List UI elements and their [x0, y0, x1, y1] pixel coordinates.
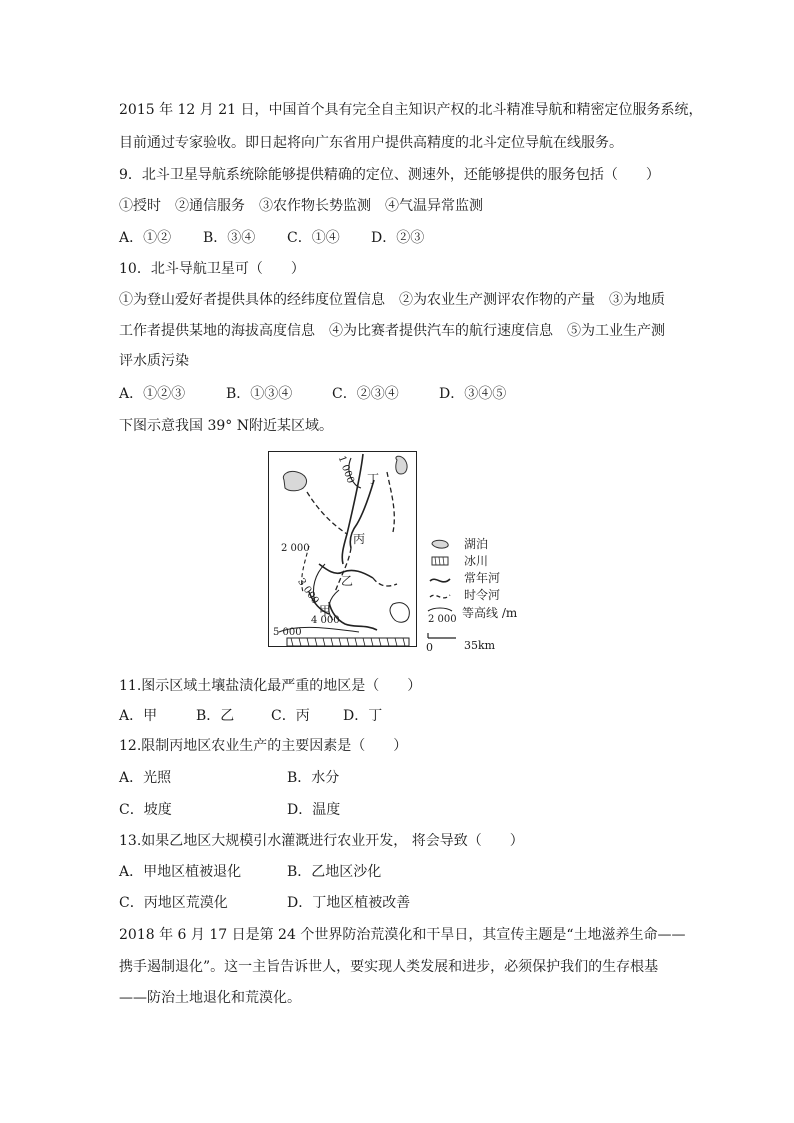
- question-11-option-a[interactable]: A．甲: [119, 708, 158, 724]
- question-13-option-b[interactable]: B．乙地区沙化: [287, 864, 382, 880]
- question-9-items: ①授时 ②通信服务 ③农作物长势监测 ④气温异常监测: [119, 198, 483, 214]
- lake-east: [396, 456, 407, 474]
- question-10-stem: 10．北斗导航卫星可（ ）: [119, 261, 305, 277]
- scale-km: 35km: [464, 639, 496, 652]
- question-10-items-2: 工作者提供某地的海拔高度信息 ④为比赛者提供汽车的航行速度信息 ⑤为工业生产测: [119, 323, 665, 339]
- question-10-items-3: 评水质污染: [119, 353, 189, 369]
- glacier-hatch: [291, 638, 405, 646]
- question-10-option-b[interactable]: B．①③④: [226, 386, 293, 402]
- legend-river: 常年河: [464, 571, 501, 585]
- label-bing: 丙: [353, 532, 366, 546]
- question-12-option-c[interactable]: C．坡度: [119, 802, 172, 818]
- intro-line-1: 2015 年 12 月 21 日，中国首个具有完全自主知识产权的北斗精准导航和精密定位服务系统，: [119, 102, 703, 118]
- question-9-stem: 9．北斗卫星导航系统除能够提供精确的定位、测速外，还能够提供的服务包括（ ）: [119, 167, 660, 183]
- outro-line-1: 2018 年 6 月 17 日是第 24 个世界防治荒漠化和干旱日，其宣传主题是“土地滋养生命——: [119, 927, 686, 943]
- label-ding: 丁: [367, 472, 380, 486]
- question-11-option-b[interactable]: B．乙: [196, 708, 235, 724]
- lake-west: [283, 471, 306, 490]
- question-10-option-a[interactable]: A．①②③: [119, 386, 186, 402]
- question-12-option-b[interactable]: B．水分: [287, 770, 340, 786]
- legend-seasonal-icon: [430, 595, 450, 598]
- legend-contour-sample: 2 000: [428, 614, 457, 625]
- map-legend: [426, 535, 518, 654]
- contour-label-2000: 2 000: [281, 543, 310, 554]
- question-10-option-c[interactable]: C．②③④: [332, 386, 399, 402]
- legend-symbols: [426, 535, 456, 647]
- question-10-items-1: ①为登山爱好者提供具体的经纬度位置信息 ②为农业生产测评农作物的产量 ③为地质: [119, 292, 665, 308]
- contour-label-3000: 3 000: [295, 576, 321, 607]
- question-12-option-a[interactable]: A．光照: [119, 770, 172, 786]
- question-13-stem: 13.如果乙地区大规模引水灌溉进行农业开发， 将会导致（ ）: [119, 833, 524, 849]
- scale-zero: 0: [426, 641, 433, 654]
- intro-line-2: 目前通过专家验收。即日起将向广东省用户提供高精度的北斗定位导航在线服务。: [119, 135, 623, 151]
- label-jia: 甲: [319, 604, 332, 618]
- outro-line-3: ——防治土地退化和荒漠化。: [119, 990, 301, 1006]
- map-frame: [268, 451, 417, 647]
- legend-seasonal: 时令河: [464, 588, 501, 602]
- question-11-stem: 11.图示区域土壤盐渍化最严重的地区是（ ）: [119, 678, 422, 694]
- outro-line-2: 携手遏制退化”。这一主旨告诉世人，要实现人类发展和进步，必须保护我们的生存根基: [119, 959, 659, 975]
- question-13-option-d[interactable]: D．丁地区植被改善: [287, 895, 411, 911]
- question-9-option-d[interactable]: D．②③: [371, 230, 425, 246]
- question-11-option-d[interactable]: D．丁: [343, 708, 383, 724]
- label-yi: 乙: [341, 574, 354, 588]
- question-9-option-c[interactable]: C．①④: [287, 230, 340, 246]
- map-intro: 下图示意我国 39° N附近某区域。: [119, 418, 333, 434]
- region-map: [268, 451, 518, 654]
- seasonal-river-4: [373, 578, 397, 586]
- question-12-option-d[interactable]: D．温度: [287, 802, 341, 818]
- contour-label-1000: 1 000: [335, 454, 356, 486]
- question-9-option-b[interactable]: B．③④: [203, 230, 256, 246]
- question-13-option-a[interactable]: A．甲地区植被退化: [119, 864, 242, 880]
- glacier-east: [390, 603, 409, 623]
- question-10-option-d[interactable]: D．③④⑤: [439, 386, 507, 402]
- question-12-stem: 12.限制丙地区农业生产的主要因素是（ ）: [119, 738, 408, 754]
- legend-glacier: 冰川: [464, 554, 489, 568]
- contour-label-5000: 5 000: [273, 627, 302, 638]
- legend-contour: 等高线 /m: [462, 606, 518, 620]
- question-9-option-a[interactable]: A．①②: [119, 230, 172, 246]
- legend-lake-icon: [432, 540, 448, 548]
- legend-river-icon: [430, 579, 450, 582]
- seasonal-river-2: [387, 472, 394, 532]
- legend-lake: 湖泊: [464, 537, 489, 551]
- question-13-option-c[interactable]: C．丙地区荒漠化: [119, 895, 228, 911]
- contour-label-4000: 4 000: [311, 615, 340, 626]
- legend-glacier-hatch-icon: [435, 557, 444, 565]
- legend-contour-icon: [428, 608, 452, 611]
- seasonal-river-1: [307, 492, 347, 534]
- question-11-option-c[interactable]: C．丙: [271, 708, 310, 724]
